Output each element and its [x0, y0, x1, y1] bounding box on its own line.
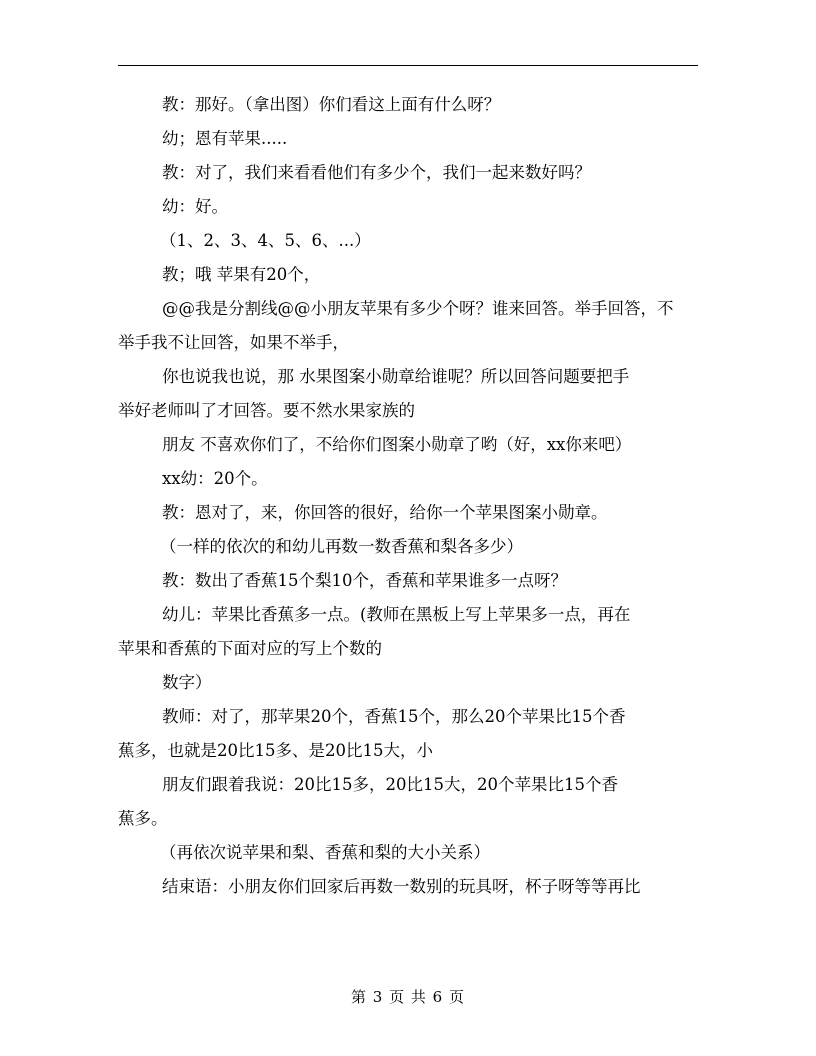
paragraph-line: 你也说我也说，那 水果图案小勋章给谁呢？所以回答问题要把手	[162, 367, 630, 386]
paragraph-line: xx幼：20个。	[162, 469, 268, 488]
paragraph-line: 蕉多，也就是20比15多、是20比15大，小	[118, 741, 433, 760]
paragraph-line: 教：那好。（拿出图）你们看这上面有什么呀？	[162, 95, 501, 114]
paragraph-line: 教师：对了，那苹果20个，香蕉15个，那么20个苹果比15个香	[162, 707, 626, 726]
paragraph-line: （再依次说苹果和梨、香蕉和梨的大小关系）	[160, 843, 490, 862]
paragraph-line: 结束语：小朋友你们回家后再数一数别的玩具呀，杯子呀等等再比	[162, 877, 641, 896]
paragraph-line: 举手我不让回答，如果不举手，	[118, 333, 349, 352]
paragraph-line: 举好老师叫了才回答。要不然水果家族的	[118, 401, 415, 420]
paragraph-line: 教：恩对了，来，你回答的很好，给你一个苹果图案小勋章。	[162, 503, 608, 522]
paragraph-line: 数字）	[162, 673, 212, 692]
paragraph-line: （一样的依次的和幼儿再数一数香蕉和梨各多少）	[160, 537, 523, 556]
paragraph-line: 朋友们跟着我说：20比15多，20比15大，20个苹果比15个香	[162, 775, 618, 794]
paragraph-line: @@我是分割线@@小朋友苹果有多少个呀？谁来回答。举手回答，不	[162, 299, 674, 318]
paragraph-line: 幼儿：苹果比香蕉多一点。(教师在黑板上写上苹果多一点，再在	[162, 605, 631, 624]
paragraph-line: 苹果和香蕉的下面对应的写上个数的	[118, 639, 382, 658]
paragraph-line: 朋友 不喜欢你们了，不给你们图案小勋章了哟（好，xx你来吧）	[162, 435, 632, 454]
paragraph-line: 教：数出了香蕉15个梨10个，香蕉和苹果谁多一点呀？	[162, 571, 567, 590]
paragraph-line: 教：对了，我们来看看他们有多少个，我们一起来数好吗？	[162, 163, 591, 182]
paragraph-line: 幼：好。	[162, 197, 228, 216]
paragraph-line: 幼；恩有苹果.....	[162, 129, 288, 148]
paragraph-line: （1、2、3、4、5、6、...）	[160, 231, 371, 250]
paragraph-line: 教；哦 苹果有20个，	[162, 265, 321, 284]
document-body	[118, 88, 700, 904]
page-number: 第 3 页 共 6 页	[351, 988, 465, 1006]
paragraph-line: 蕉多。	[118, 809, 168, 828]
header-rule	[118, 65, 698, 66]
